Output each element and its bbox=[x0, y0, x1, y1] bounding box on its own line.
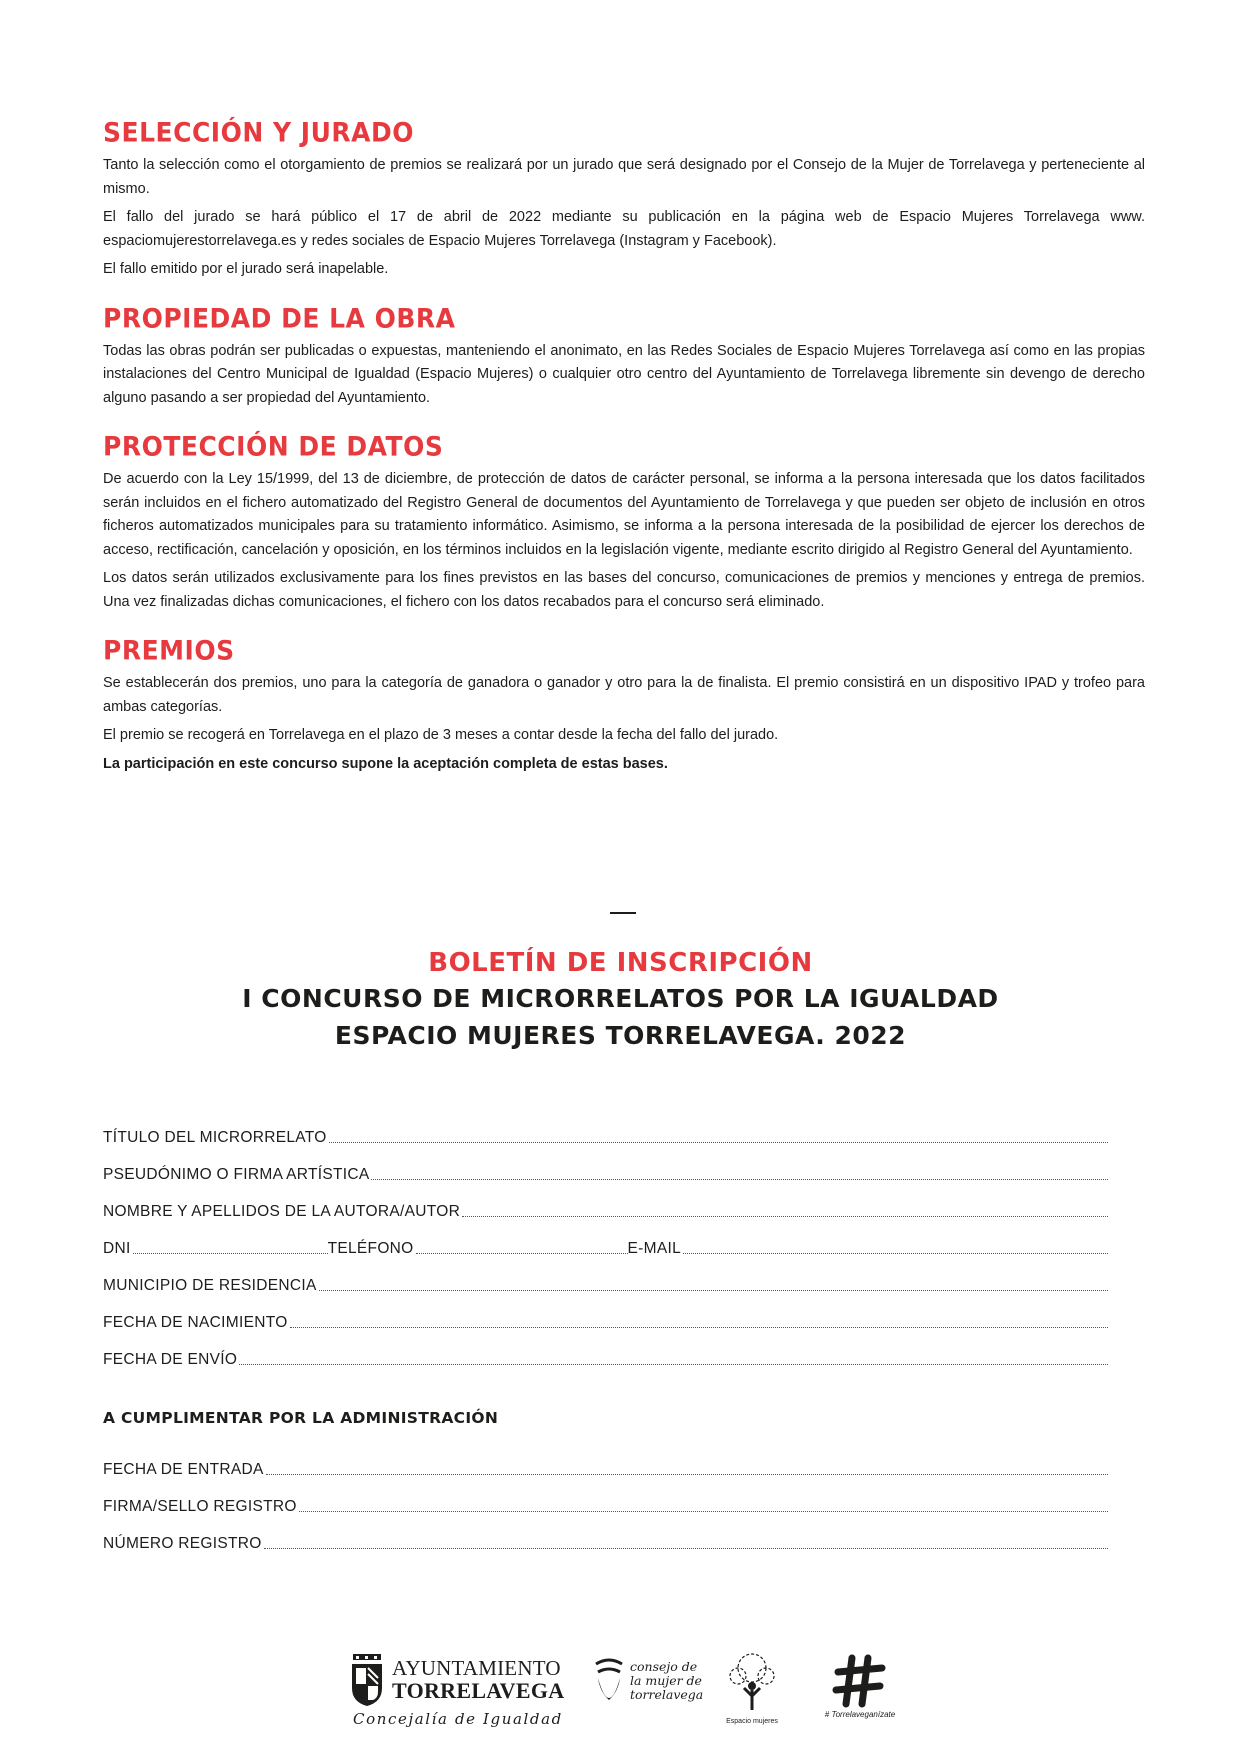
fill-line[interactable] bbox=[371, 1178, 1108, 1180]
paragraph: El premio se recogerá en Torrelavega en el plazo de 3 meses a contar desde la fecha del fallo del jurado. bbox=[103, 727, 779, 743]
paragraph: El fallo del jurado se hará público el 17 de abril de 2022 mediante su publicación en la página web de Espacio Mujeres Torrelavega www. espaciomujerestorrelavega.es y redes sociales de Espacio Mujeres Torrelavega (Instagram y Facebook). bbox=[103, 209, 1145, 249]
paragraph: El fallo emitido por el jurado será inapelable. bbox=[103, 261, 389, 277]
section-premios bbox=[103, 636, 1145, 776]
field-label: PSEUDÓNIMO O FIRMA ARTÍSTICA bbox=[103, 1166, 370, 1183]
paragraph: Tanto la selección como el otorgamiento de premios se realizará por un jurado que será designado por el Consejo de la Mujer de Torrelavega y perteneciente al mismo. bbox=[103, 157, 1145, 197]
field-label: E-MAIL bbox=[627, 1240, 682, 1257]
ayuntamiento-name: AYUNTAMIENTO bbox=[392, 1656, 561, 1680]
consejo-line: torrelavega bbox=[630, 1687, 704, 1702]
section-propiedad bbox=[103, 304, 1145, 411]
consejo-name bbox=[630, 1660, 703, 1702]
consejo-line: consejo de bbox=[630, 1659, 698, 1674]
section-title: PROTECCIÓN DE DATOS bbox=[103, 431, 444, 462]
fill-line[interactable] bbox=[266, 1473, 1108, 1475]
field-label: NÚMERO REGISTRO bbox=[103, 1535, 262, 1552]
section-proteccion bbox=[103, 432, 1145, 614]
registration-form bbox=[103, 1110, 1108, 1369]
field-contacto[interactable] bbox=[103, 1221, 1108, 1258]
field-nombre[interactable] bbox=[103, 1184, 1108, 1221]
field-envio[interactable] bbox=[103, 1332, 1108, 1369]
field-pseudonimo[interactable] bbox=[103, 1147, 1108, 1184]
tree-icon bbox=[722, 1650, 782, 1718]
field-label: MUNICIPIO DE RESIDENCIA bbox=[103, 1277, 317, 1294]
section-title: PREMIOS bbox=[103, 635, 235, 666]
field-titulo[interactable] bbox=[103, 1110, 1108, 1147]
fill-line[interactable] bbox=[329, 1141, 1108, 1143]
field-label: TÍTULO DEL MICRORRELATO bbox=[103, 1129, 327, 1146]
fill-line[interactable] bbox=[239, 1363, 1108, 1365]
consejo-symbol-icon bbox=[592, 1658, 626, 1718]
hashtag-icon bbox=[820, 1654, 900, 1708]
field-label: FIRMA/SELLO REGISTRO bbox=[103, 1498, 297, 1515]
paragraph: Todas las obras podrán ser publicadas o expuestas, manteniendo el anonimato, en las Redes Sociales de Espacio Mujeres Torrelavega así como en las propias instalaciones del Centro Municipal de Igualdad (Espacio Mujeres) o cualquier otro centro del Ayuntamiento de Torrelavega libremente sin devengo de derecho alguno pasando a ser propiedad del Ayuntamiento. bbox=[103, 342, 1145, 406]
field-entrada[interactable] bbox=[103, 1442, 1108, 1479]
fill-line[interactable] bbox=[290, 1326, 1108, 1328]
consejo-logo bbox=[592, 1658, 704, 1723]
bases-content bbox=[103, 118, 1145, 798]
admin-title: A CUMPLIMENTAR POR LA ADMINISTRACIÓN bbox=[103, 1409, 499, 1427]
consejo-line: la mujer de bbox=[630, 1673, 702, 1688]
paragraph: Los datos serán utilizados exclusivamente para los fines previstos en las bases del concurso, comunicaciones de premios y menciones y entrega de premios. Una vez finalizadas dichas comunicaciones, el fichero con los datos recabados para el concurso será eliminado. bbox=[103, 570, 1145, 610]
fill-line[interactable] bbox=[299, 1510, 1108, 1512]
espacio-mujeres-logo bbox=[722, 1650, 782, 1730]
hashtag-label: # Torrelaveganízate bbox=[824, 1710, 896, 1719]
form-subtitle: ESPACIO MUJERES TORRELAVEGA. 2022 bbox=[334, 1021, 907, 1050]
torrelaveganizate-logo bbox=[820, 1654, 900, 1724]
field-label: TELÉFONO bbox=[327, 1240, 414, 1257]
fill-line[interactable] bbox=[264, 1547, 1108, 1549]
fill-line[interactable] bbox=[319, 1289, 1108, 1291]
field-firma[interactable] bbox=[103, 1479, 1108, 1516]
divider bbox=[610, 912, 636, 914]
field-label: DNI bbox=[103, 1240, 131, 1257]
admin-form bbox=[103, 1442, 1108, 1553]
form-header bbox=[0, 946, 1241, 1054]
paragraph: De acuerdo con la Ley 15/1999, del 13 de diciembre, de protección de datos de carácter personal, se informa a la persona interesada que los datos facilitados serán incluidos en el fichero automatizado del Registro General de documentos del Ayuntamiento de Torrelavega y que pueden ser objeto de inclusión en otros ficheros automatizados municipales para su tratamiento informático. Asimismo, se informa a la persona interesada de la posibilidad de ejercer los derechos de acceso, rectificación, cancelación y oposición, en los términos incluidos en la legislación vigente, mediante escrito dirigido al Registro General del Ayuntamiento. bbox=[103, 471, 1145, 558]
footer-logos bbox=[0, 1640, 1241, 1750]
paragraph: Se establecerán dos premios, uno para la categoría de ganadora o ganador y otro para la de finalista. El premio consistirá en un dispositivo IPAD y trofeo para ambas categorías. bbox=[103, 675, 1145, 715]
field-label: FECHA DE ENVÍO bbox=[103, 1351, 238, 1368]
coat-of-arms-icon bbox=[350, 1654, 384, 1706]
closing-statement: La participación en este concurso supone la aceptación completa de estas bases. bbox=[103, 755, 668, 772]
field-label: FECHA DE NACIMIENTO bbox=[103, 1314, 288, 1331]
fill-line[interactable] bbox=[683, 1252, 1108, 1254]
fill-line[interactable] bbox=[133, 1252, 328, 1254]
concejalia-label: Concejalía de Igualdad bbox=[353, 1710, 563, 1728]
section-seleccion bbox=[103, 118, 1145, 282]
espacio-label: Espacio mujeres bbox=[726, 1718, 778, 1725]
section-title: SELECCIÓN Y JURADO bbox=[103, 117, 414, 148]
fill-line[interactable] bbox=[416, 1252, 628, 1254]
field-municipio[interactable] bbox=[103, 1258, 1108, 1295]
form-title: BOLETÍN DE INSCRIPCIÓN bbox=[428, 948, 813, 978]
form-subtitle: I CONCURSO DE MICRORRELATOS POR LA IGUALDAD bbox=[242, 984, 999, 1013]
fill-line[interactable] bbox=[462, 1215, 1108, 1217]
field-numero[interactable] bbox=[103, 1516, 1108, 1553]
field-nacimiento[interactable] bbox=[103, 1295, 1108, 1332]
section-title: PROPIEDAD DE LA OBRA bbox=[103, 302, 456, 334]
ayuntamiento-city: TORRELAVEGA bbox=[392, 1678, 565, 1703]
field-label: FECHA DE ENTRADA bbox=[103, 1461, 264, 1478]
field-label: NOMBRE Y APELLIDOS DE LA AUTORA/AUTOR bbox=[103, 1203, 461, 1220]
